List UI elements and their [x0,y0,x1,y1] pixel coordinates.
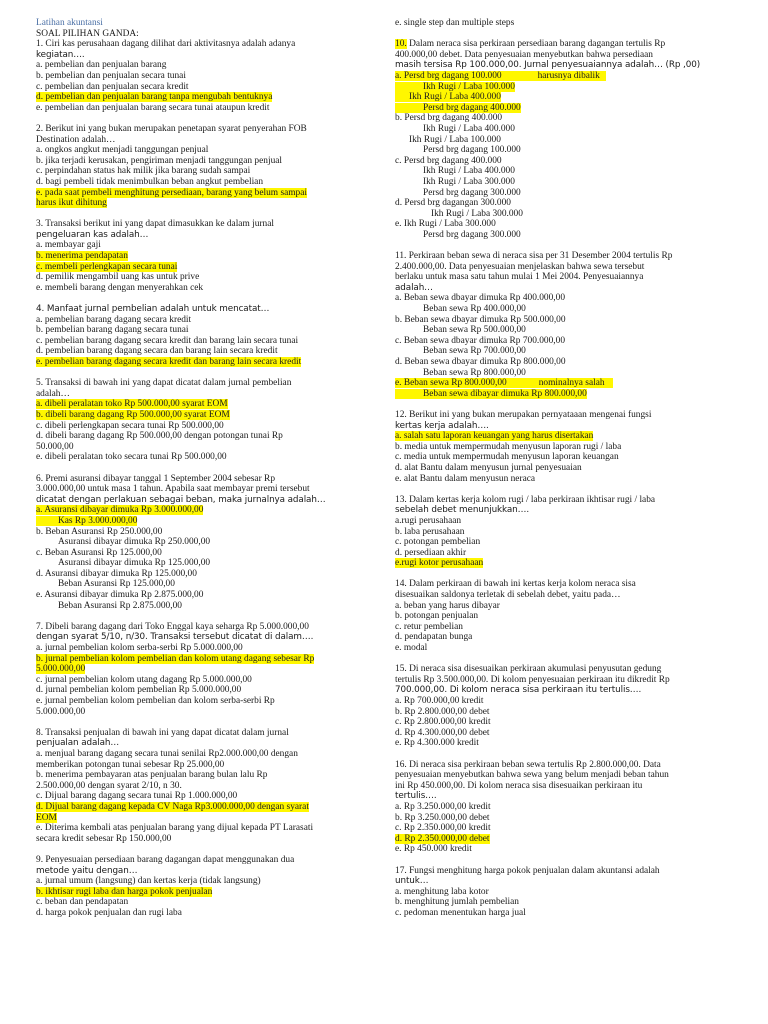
option-a: a.rugi perusahaan [395,515,462,526]
question-text: 3.000.000,00 untuk masa 1 tahun. Apabila saat membayar premi tersebut [36,484,310,495]
question-text: 2. Berikut ini yang bukan merupakan penetapan syarat penyerahan FOB [36,123,307,134]
option-d: d. Rp 4.300.000,00 debet [395,727,490,738]
option-b: b. Persd brg dagang 400.000 [395,113,503,124]
option-d: d. pemilik mengambil uang kas untuk prive [36,272,200,283]
option-c: c. pedoman menentukan harga jual [395,907,526,918]
option-d: d. pendapatan bunga [395,632,473,643]
option-a: a. ongkos angkut menjadi tanggungan penjual [36,145,209,156]
option-b-answer-cont: 5.000.000,00 [36,664,86,675]
question-text: 9. Penyesuaian persediaan barang dagangan dapat menggunakan dua [36,854,295,865]
option-c: c. Persd brg dagang 400.000 [395,155,502,166]
question-8 [36,728,376,845]
option-a-text: a. Persd brg dagang 100.000 [395,70,502,81]
question-text: penjualan adalah… [36,738,120,749]
option-b: b. potongan penjualan [395,611,479,622]
option-a: a. Rp 700.000,00 kredit [395,696,484,706]
question-text: adalah… [395,282,433,293]
option-e: e. Ikh Rugi / Laba 300.000 [395,219,496,230]
option-a-answer-cont: Persd brg dagang 400.000 [395,103,521,113]
option-c: c. Rp 2.800.000,00 kredit [395,717,491,728]
option-a: a. menghitung laba kotor [395,886,489,897]
option-d: d. jurnal pembelian kolom pembelian Rp 5.000.000,00 [36,685,242,696]
question-7 [36,622,376,717]
option-d-answer-cont: EOM [36,812,57,823]
question-12 [395,410,740,484]
option-d: d. harga pokok penjualan dan rugi laba [36,907,182,918]
option-d: d. dibeli barang dagang Rp 500.000,00 dengan potongan tunai Rp [36,431,283,442]
question-11 [395,251,740,399]
option-b-cont: Ikh Rugi / Laba 400.000 [423,123,515,134]
question-6 [36,474,376,612]
option-d-answer: d. pembelian dan penjualan barang tanpa mengubah bentuknya [36,92,273,103]
question-text: 6. Premi asuransi dibayar tanggal 1 September 2004 sebesar Rp [36,473,276,484]
option-b-answer: b. ikhtisar rugi laba dan harga pokok penjualan [36,886,213,897]
option-d: d. bagi pembeli tidak menimbulkan beban angkut pembelian [36,176,264,187]
option-c-cont: Beban sewa Rp 700.000,00 [423,346,526,357]
question-text: 4. Manfaat jurnal pembelian adalah untuk mencatat… [36,304,270,315]
question-text: 11. Perkiraan beban sewa di neraca sisa per 31 Desember 2004 tertulis Rp [395,251,673,262]
question-text: Destination adalah… [36,134,116,145]
question-text: 7. Dibeli barang dagang dari Toko Enggal kaya seharga Rp 5.000.000,00 [36,621,309,632]
question-text: 15. Di neraca sisa disesuaikan perkiraan akumulasi penyusutan gedung [395,664,662,675]
correction-note: nominalnya salah [538,378,605,389]
option-b: b. Beban Asuransi Rp 250.000,00 [36,526,163,537]
question-text: 12. Berikut ini yang bukan merupakan pernyataaan mengenai fungsi [395,409,652,420]
option-a-answer-cont: Kas Rp 3.000.000,00 [36,516,137,526]
option-d: d. persediaan akhir [395,547,467,558]
option-a-answer-cont: Ikh Rugi / Laba 400.000 [395,92,501,102]
question-text: Dalam neraca sisa perkiraan persediaan barang dagangan tertulis Rp [406,39,666,50]
question-16 [395,760,740,855]
option-d: d. Beban sewa dbayar dimuka Rp 800.000,00 [395,357,566,367]
question-text: berlaku untuk masa satu tahun mulai 1 Mei 2004. Penyesuaiannya [395,272,644,283]
question-4 [36,304,376,368]
option-b: b. pembelian dan penjualan secara tunai [36,70,186,81]
option-e: e. single step dan multiple steps [395,18,515,28]
option-a-cont: Beban sewa Rp 400.000,00 [423,304,526,315]
option-c-cont: Ikh Rugi / Laba 300.000 [423,176,515,187]
option-c: c. dibeli perlengkapan secara tunai Rp 500.000,00 [36,420,224,431]
option-c-cont: Asuransi dibayar dimuka Rp 125.000,00 [58,558,211,569]
question-text: sebelah debet menunjukkan…. [395,505,530,516]
question-text: pengeluaran kas adalah… [36,229,149,240]
option-a-answer-cont: Ikh Rugi / Laba 100.000 [395,82,515,92]
option-e-answer: e.rugi kotor perusahaan [395,558,484,569]
option-e-cont: secara kredit sebesar Rp 150.000,00 [36,833,172,844]
option-a: a. menjual barang dagang secara tunai senilai Rp2.000.000,00 dengan [36,748,298,759]
option-b-cont: Ikh Rugi / Laba 100.000 [409,134,501,145]
question-10 [395,39,740,240]
question-text: disesuaikan saldonya terletak di sebelah debet, yaitu pada… [395,590,621,601]
question-text: dengan syarat 5/10, n/30. Transaksi tersebut dicatat di dalam…. [36,632,314,643]
question-9 [36,855,376,919]
option-e: e. Diterima kembali atas penjualan barang yang dijual kepada PT Larasati [36,823,314,834]
option-a: a. membayar gaji [36,240,101,251]
question-text: masih tersisa Rp 100.000,00. Jurnal penyesuaiannya adalah… (Rp ,00) [395,60,701,71]
question-text: penyesuaian menyebutkan bahwa sewa yang belum menjadi beban tahun [395,770,669,781]
question-text: 13. Dalam kertas kerja kolom rugi / laba perkiraan ikhtisar rugi / laba [395,494,656,505]
option-e: e. alat Bantu dalam menyusun neraca [395,473,536,484]
question-text: dicatat dengan perlakuan sebagai beban, maka jurnalnya adalah… [36,494,326,505]
option-e-answer [395,378,613,388]
question-5 [36,378,376,463]
question-15 [395,664,740,749]
option-c: c. potongan pembelian [395,537,481,548]
option-c: c. perpindahan status hak milik jika barang sudah sampai [36,166,251,177]
option-b-answer: b. menerima pendapatan [36,251,128,262]
option-b-cont: Asuransi dibayar dimuka Rp 250.000,00 [58,537,211,548]
option-c-cont: Persd brg dagang 300.000 [423,187,521,198]
question-14 [395,579,740,653]
question-text: 2.400.000,00. Data penyesuaian menjelaskan bahwa sewa tersebut [395,261,645,272]
option-e: e. jurnal pembelian kolom pembelian dan kolom serba-serbi Rp [36,696,275,706]
question-text: 16. Di neraca sisa perkiraan beban sewa tertulis Rp 2.800.000,00. Data [395,759,661,770]
option-a: a. jurnal umum (langsung) dan kertas kerja (tidak langsung) [36,876,261,887]
right-column [395,18,740,918]
question-text: 14. Dalam perkiraan di bawah ini kertas kerja kolom neraca sisa [395,579,636,590]
option-e: e. Rp 4.300.000 kredit [395,738,479,749]
option-d: d. pembelian barang dagang secara dan barang lain secara kredit [36,346,278,357]
option-d: d. Persd brg dagangan 300.000 [395,198,511,209]
option-d: d. alat Bantu dalam menyusun jurnal penyesuaian [395,462,582,473]
option-b: b. Rp 3.250.000,00 debet [395,812,490,823]
option-a-answer: a. Asuransi dibayar dimuka Rp 3.000.000,00 [36,505,204,516]
option-b: b. menerima pembayaran atas penjualan barang bulan lalu Rp [36,770,268,781]
option-a-answer [395,71,606,81]
question-text: metode yaitu dengan… [36,865,138,876]
option-a: a. Rp 3.250.000,00 kredit [395,801,491,812]
option-e: e. Rp 450.000 kredit [395,844,472,855]
option-a: a. pembelian barang dagang secara kredit [36,314,192,325]
option-d-cont: 50.000,00 [36,441,74,452]
option-b: b. Beban sewa dbayar dimuka Rp 500.000,00 [395,314,566,325]
question-text: tertulis…. [395,791,437,802]
option-c: c. pembelian barang dagang secara kredit dan barang lain secara tunai [36,335,299,346]
option-b-cont: Beban sewa Rp 500.000,00 [423,325,526,336]
option-c: c. jurnal pembelian kolom utang dagang Rp 5.000.000,00 [36,674,252,685]
option-b-answer: b. dibeli barang dagang Rp 500.000,00 syarat EOM [36,409,230,420]
question-2 [36,124,376,209]
option-b-answer: b. jurnal pembelian kolom pembelian dan kolom utang dagang sebesar Rp [36,653,315,664]
option-b-cont: Persd brg dagang 100.000 [423,145,521,156]
option-d-cont: Beban Asuransi Rp 125.000,00 [58,579,175,590]
option-c: c. retur pembelian [395,621,463,632]
left-column [36,18,376,918]
option-b: b. jika terjadi kerusakan, pengiriman menjadi tanggungan penjual [36,155,283,166]
question-text: tertulis Rp 3.500.000,00. Di kolom penyesuaian perkiraan itu dikredit Rp [395,674,670,685]
option-e-answer: e. pada saat pembeli menghitung persediaan, barang yang belum sampai [36,187,308,198]
option-a: a. Beban sewa dbayar dimuka Rp 400.000,00 [395,293,566,304]
option-b: b. Rp 2.800.000,00 debet [395,706,490,717]
section-heading: SOAL PILIHAN GANDA: [36,28,139,39]
option-c: c. beban dan pendapatan [36,897,129,908]
option-c: c. Rp 2.350.000,00 kredit [395,823,491,834]
option-e: e. modal [395,643,428,654]
option-e-answer-cont: Beban sewa dibayar dimuka Rp 800.000,00 [395,389,587,399]
question-text: kegiatan…. [36,49,85,60]
option-e-cont: Beban Asuransi Rp 2.875.000,00 [58,600,182,611]
option-d-cont: Beban sewa Rp 800.000,00 [423,367,526,378]
option-e-cont: 5.000.000,00 [36,706,86,717]
option-e-answer: e. pembelian barang dagang secara kredit dan barang lain secara kredit [36,357,302,367]
option-c-answer: c. membeli perlengkapan secara tunai [36,261,178,272]
question-text: adalah… [36,388,70,399]
option-a: a. beban yang harus dibayar [395,600,500,611]
option-b: b. media untuk mempermudah menyusun laporan rugi / laba [395,441,622,452]
question-text: 17. Fungsi menghitung harga pokok penjualan dalam akuntansi adalah [395,865,660,876]
question-text: kertas kerja adalah…. [395,420,489,431]
option-e: e. dibeli peralatan toko secara tunai Rp 500.000,00 [36,452,227,463]
page-title: Latihan akuntansi [36,18,103,28]
question-text: ini Rp 450.000,00. Di kolom neraca sisa disesuaikan perkiraan itu [395,780,643,791]
question-13 [395,495,740,569]
question-text: 8. Transaksi penjualan di bawah ini yang dapat dicatat dalam jurnal [36,727,289,738]
option-d-answer: d. Dijual barang dagang kepada CV Naga Rp3.000.000,00 dengan syarat [36,801,309,812]
question-text: 3. Transaksi berikut ini yang dapat dimasukkan ke dalam jurnal [36,219,274,230]
option-e-answer-cont: harus ikut dihitung [36,198,107,209]
option-c-cont: Ikh Rugi / Laba 400.000 [423,166,515,177]
option-e: e. membeli barang dengan menyerahkan cek [36,282,204,293]
option-e-cont: Persd brg dagang 300.000 [423,229,521,240]
option-b: b. pembelian barang dagang secara tunai [36,325,189,336]
question-text: untuk… [395,876,429,887]
option-a-answer: a. salah satu laporan keuangan yang harus disertakan [395,431,594,442]
option-a-cont: memberikan potongan tunai sebesar Rp 25.000,00 [36,759,225,770]
option-b: b. menghitung jumlah pembelian [395,897,519,908]
option-d-answer: d. Rp 2.350.000,00 debet [395,833,490,844]
question-number-highlight: 10. [395,39,407,50]
option-c: c. Beban sewa dbayar dimuka Rp 700.000,00 [395,335,566,346]
option-a: a. jurnal pembelian kolom serba-serbi Rp 5.000.000,00 [36,643,243,654]
option-d: d. Asuransi dibayar dimuka Rp 125.000,00 [36,568,197,579]
option-d-cont: Ikh Rugi / Laba 300.000 [431,208,523,219]
option-b-cont: 2.500.000,00 dengan syarat 2/10, n 30. [36,780,182,791]
option-a: a. pembelian dan penjualan barang [36,60,167,71]
option-c: c. Dijual barang dagang secara tunai Rp 1.000.000,00 [36,791,238,802]
option-c: c. media untuk mempermudah menyusun laporan keuangan [395,452,619,463]
option-c: c. Beban Asuransi Rp 125.000,00 [36,547,162,558]
option-e-text: e. Beban sewa Rp 800.000,00 [395,378,507,389]
option-c: c. pembelian dan penjualan secara kredit [36,81,189,92]
question-17 [395,866,740,919]
question-1 [36,39,376,113]
correction-note: harusnya dibalik [537,70,600,81]
question-3 [36,219,376,293]
question-text: 400.000,00 debet. Data penyesuaian menyebutkan bahwa persediaan [395,49,653,60]
question-text: 700.000,00. Di kolom neraca sisa perkiraan itu tertulis…. [395,685,642,696]
option-e: e. pembelian dan penjualan barang secara tunai ataupun kredit [36,102,270,113]
option-b: b. laba perusahaan [395,526,465,537]
question-text: 1. Ciri kas perusahaan dagang dilihat dari aktivitasnya adalah adanya [36,39,296,50]
option-a-answer: a. dibeli peralatan toko Rp 500.000,00 syarat EOM [36,399,228,410]
option-e: e. Asuransi dibayar dimuka Rp 2.875.000,00 [36,590,204,601]
question-text: 5. Transaksi di bawah ini yang dapat dicatat dalam jurnal pembelian [36,378,292,389]
